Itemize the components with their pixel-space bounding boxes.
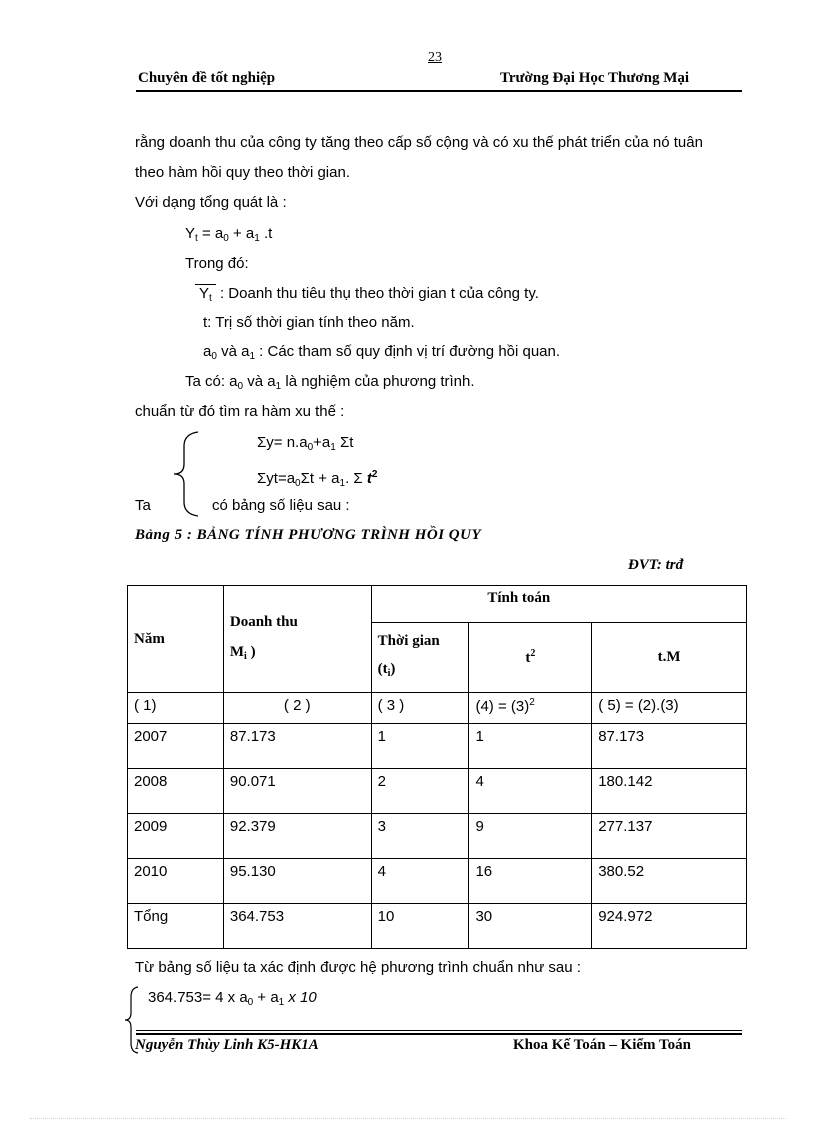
cell-t: 2 [371,769,469,814]
regression-formula: $Y_t = a_0 + a_1$ .t [185,225,273,244]
cell-tm: 180.142 [592,769,747,814]
column-number: $(4) = (3)^2$ [469,693,592,724]
header-tm: t.M [592,623,747,693]
ta-co-line: Ta có: $a_0$ và $a_1$ là nghiệm của phương trình. [185,373,475,392]
page-number: 23 [428,50,442,65]
cell-t2: 16 [469,859,592,904]
definition-t: t: Trị số thời gian tính theo năm. [203,314,415,331]
header-school: Trường Đại Học Thương Mại [500,70,690,86]
column-number: ( 5) = (2).(3) [592,693,747,724]
cell-t: 3 [371,814,469,859]
table-row [128,814,747,859]
cell-year: 2007 [128,724,224,769]
regression-table [127,585,747,949]
header-revenue: Doanh thu $M_i$ ) [223,586,371,693]
definition-y: $Y_t$ : Doanh thu tiêu thụ theo thời gian t của công ty. [195,284,539,309]
cell-tm: 87.173 [592,724,747,769]
cell-year: 2010 [128,859,224,904]
equation-1: $\Sigma y= n.a_0+a_1$ Σt [257,434,354,453]
header-calculation: Tính toán [371,586,746,623]
column-number: ( 1) [128,693,224,724]
paragraph-line: rằng doanh thu của công ty tăng theo cấp số cộng và có xu thế phát triển của nó tuân [135,134,703,151]
footer-department: Khoa Kế Toán – Kiểm Toán [513,1037,691,1053]
co-bang-label: có bảng số liệu sau : [212,497,350,514]
table-title: Bảng 5 : BẢNG TÍNH PHƯƠNG TRÌNH HỒI QUY [135,527,482,543]
header-doc-type: Chuyên đề tốt nghiệp [138,70,276,86]
cell-tm: 380.52 [592,859,747,904]
table-row-total [128,904,747,949]
footer-divider [136,1030,742,1031]
definition-a: $a_0$ và $a_1$ : Các tham số quy định vị trí đường hồi quan. [203,343,561,362]
cell-revenue: 92.379 [223,814,371,859]
cell-t: 4 [371,859,469,904]
cell-t2: 1 [469,724,592,769]
paragraph-line: theo hàm hồi quy theo thời gian. [135,164,350,181]
final-equation: 364.753= 4 x $a_0 + a_1$ x 10 [148,989,317,1008]
cell-t2: 9 [469,814,592,859]
cell-t: 1 [371,724,469,769]
header-year: Năm [128,586,224,693]
cell-revenue: 87.173 [223,724,371,769]
chuan-line: chuẩn từ đó tìm ra hàm xu thế : [135,403,345,420]
cell-t2: 4 [469,769,592,814]
column-number: ( 3 ) [371,693,469,724]
column-number: ( 2 ) [223,693,371,724]
ta-label: Ta [135,497,151,514]
page-edge-divider [30,1118,786,1119]
cell-t2: 30 [469,904,592,949]
cell-t: 10 [371,904,469,949]
conclusion-line: Từ bảng số liệu ta xác định được hệ phương trình chuẩn như sau : [135,959,581,976]
unit-label: ĐVT: trđ [628,557,684,573]
equation-2: $\Sigma yt=a_0\Sigma t + a_1$. Σ $t^2$ [257,469,378,489]
cell-year: 2008 [128,769,224,814]
left-brace-icon [168,430,204,518]
cell-revenue: 90.071 [223,769,371,814]
cell-year: 2009 [128,814,224,859]
where-label: Trong đó: [185,255,249,272]
table-row [128,859,747,904]
header-time: Thời gian $(t_i)$ [371,623,469,693]
table-row [128,724,747,769]
cell-revenue: 95.130 [223,859,371,904]
cell-revenue: 364.753 [223,904,371,949]
footer-author: Nguyễn Thùy Linh K5-HK1A [135,1037,319,1053]
footer-divider [136,1033,742,1035]
cell-year: Tổng [128,904,224,949]
header-divider [136,90,742,92]
general-form-label: Với dạng tổng quát là : [135,194,287,211]
cell-tm: 277.137 [592,814,747,859]
cell-tm: 924.972 [592,904,747,949]
header-t-squared: $t^2$ [469,623,592,693]
table-row [128,769,747,814]
